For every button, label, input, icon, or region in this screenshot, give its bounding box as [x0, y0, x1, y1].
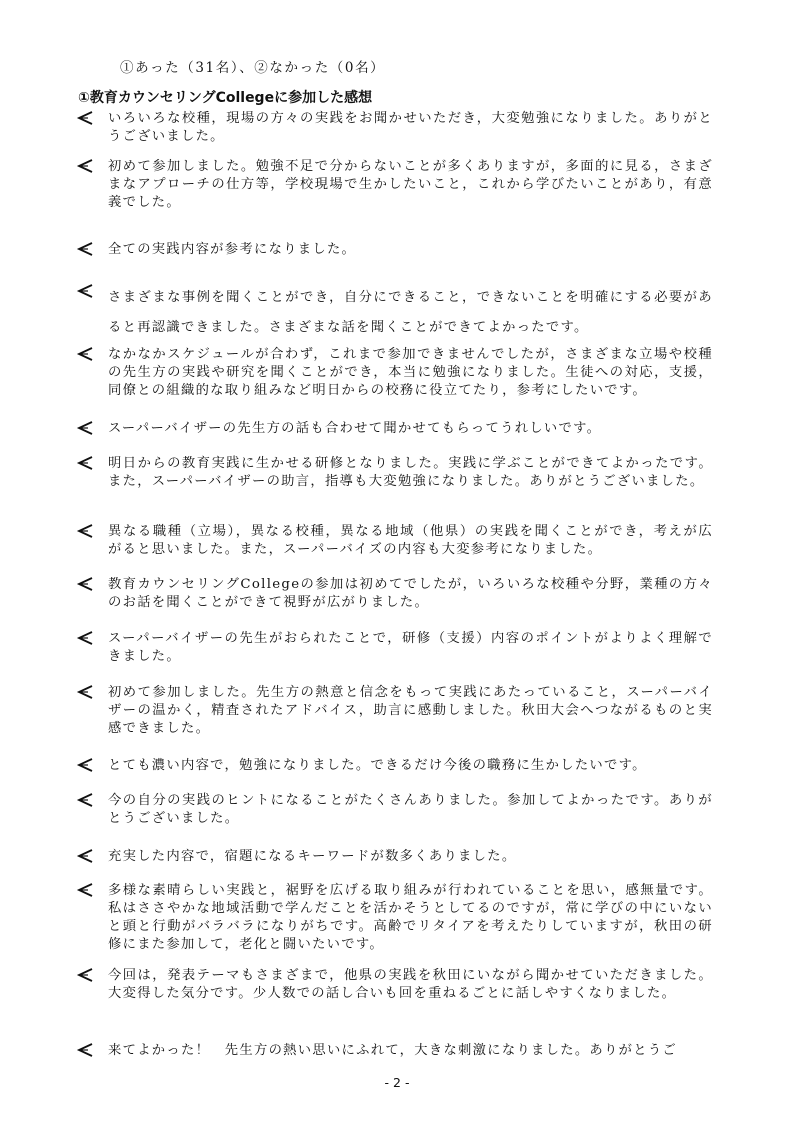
arrow-bullet-icon [76, 848, 94, 864]
arrow-bullet-icon [76, 1042, 94, 1058]
attendance-summary: ①あった（31名）、②なかった（0名） [120, 60, 386, 76]
comment-text: さまざまな事例を聞くことができ，自分にできること，できないことを明確にする必要があると再認識できました。さまざまな話を聞くことができてよかったです。 [108, 290, 713, 335]
arrow-bullet-icon [76, 757, 94, 773]
comment-text: 今の自分の実践のヒントになることがたくさんありました。参加してよかったです。ありがとうございました。 [108, 793, 713, 826]
comment-text: なかなかスケジュールが合わず，これまで参加できませんでしたが，さまざまな立場や校種の先生方の実践や研究を聞くことができ，本当に勉強になりました。生徒への対応，支援，同僚との組織的な取り組みなど明日からの校務に役立てたり，参考にしたいです。 [108, 347, 713, 398]
arrow-bullet-icon [76, 792, 94, 808]
comment-text: 初めて参加しました。勉強不足で分からないことが多くありますが，多面的に見る，さまざまなアプローチの仕方等，学校現場で生かしたいこと，これから学びたいことがあり，有意義でした。 [108, 159, 713, 210]
arrow-bullet-icon [76, 630, 94, 646]
comment-text: 初めて参加しました。先生方の熱意と信念をもって実践にあたっていること，スーパーバイザーの温かく，精査されたアドバイス，助言に感動しました。秋田大会へつながるものと実感できました。 [108, 685, 713, 736]
comment-text: 充実した内容で，宿題になるキーワードが数多くありました。 [108, 849, 517, 864]
arrow-bullet-icon [76, 110, 94, 126]
arrow-bullet-icon [76, 283, 94, 299]
arrow-bullet-icon [76, 882, 94, 898]
arrow-bullet-icon [76, 967, 94, 983]
arrow-bullet-icon [76, 346, 94, 362]
comment-text: 異なる職種（立場），異なる校種，異なる地域（他県）の実践を聞くことができ，考えが広がると思いました。また，スーパーバイズの内容も大変参考になりました。 [108, 524, 713, 557]
comment-text: 明日からの教育実践に生かせる研修となりました。実践に学ぶことができてよかったです。また，スーパーバイザーの助言，指導も大変勉強になりました。ありがとうございました。 [108, 456, 713, 489]
comment-text: 教育カウンセリングCollegeの参加は初めてでしたが，いろいろな校種や分野，業種の方々のお話を聞くことができて視野が広がりました。 [108, 577, 713, 610]
arrow-bullet-icon [76, 455, 94, 471]
arrow-bullet-icon [76, 684, 94, 700]
comment-text: 全ての実践内容が参考になりました。 [108, 242, 357, 257]
comment-text: 今回は，発表テーマもさまざまで，他県の実践を秋田にいながら聞かせていただきました。大変得した気分です。少人数での話し合いも回を重ねるごとに話しやすくなりました。 [108, 968, 713, 1001]
comment-text: スーパーバイザーの先生がおられたことで，研修（支援）内容のポイントがよりよく理解できました。 [108, 631, 713, 664]
comment-text: スーパーバイザーの先生方の話も合わせて聞かせてもらってうれしいです。 [108, 421, 602, 436]
arrow-bullet-icon [76, 158, 94, 174]
arrow-bullet-icon [76, 420, 94, 436]
arrow-bullet-icon [76, 576, 94, 592]
comment-text: とても濃い内容で，勉強になりました。できるだけ今後の職務に生かしたいです。 [108, 758, 647, 773]
arrow-bullet-icon [76, 523, 94, 539]
comment-text: 来てよかった！ 先生方の熱い思いにふれて，大きな刺激になりました。ありがとうご [108, 1043, 678, 1058]
comment-text: 多様な素晴らしい実践と，裾野を広げる取り組みが行われていることを思い，感無量です。私はささやかな地域活動で学んだことを活かそうとしてるのですが，常に学びの中にいないと頭と行動がバラバラになりがちです。高齢でリタイアを考えたりしていますが，秋田の研修にまた参加して，老化と闘いたいです。 [108, 883, 713, 952]
comment-text: いろいろな校種，現場の方々の実践をお聞かせいただき，大変勉強になりました。ありがとうございました。 [108, 111, 713, 144]
page-number: - 2 - [384, 1075, 410, 1090]
section-heading: ①教育カウンセリングCollegeに参加した感想 [78, 90, 373, 106]
arrow-bullet-icon [76, 241, 94, 257]
